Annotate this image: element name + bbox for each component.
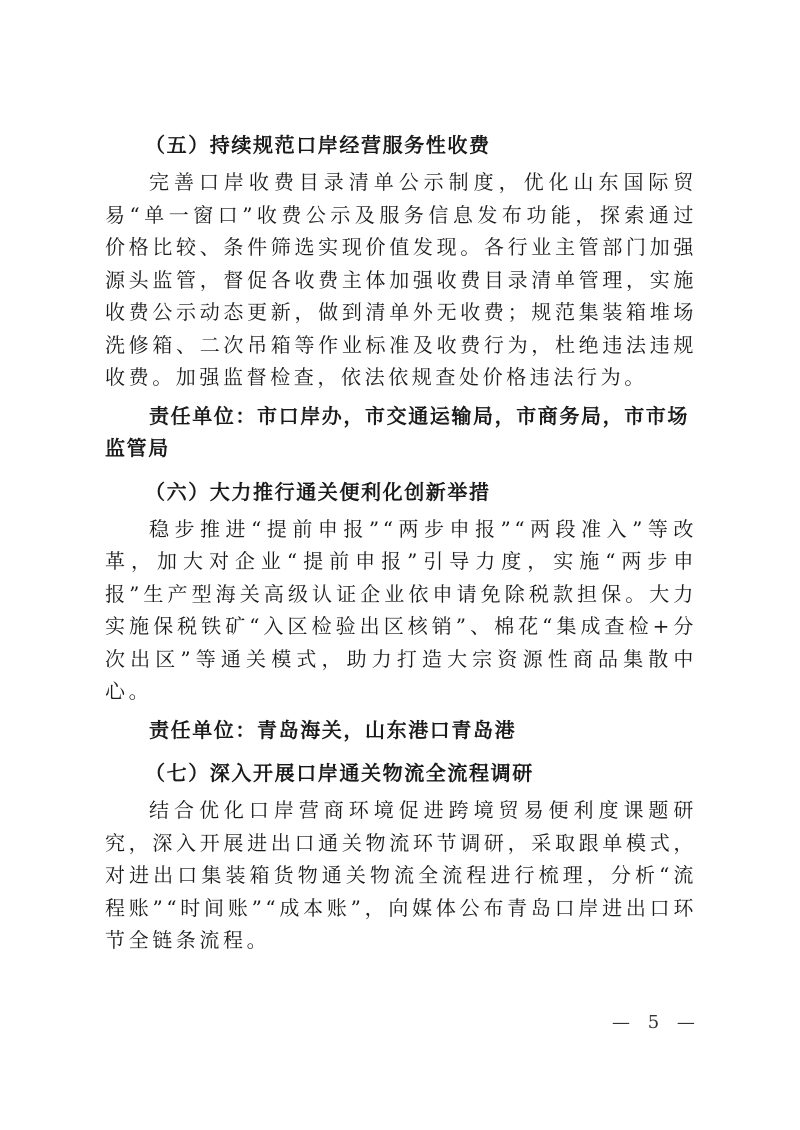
responsibility-label: 责任单位：: [149, 403, 257, 428]
section-6-responsibility: [105, 714, 697, 747]
section-5-paragraph: 完善口岸收费目录清单公示制度，优化山东国际贸易“单一窗口”收费公示及服务信息发布功能，探索通过价格比较、条件筛选实现价值发现。各行业主管部门加强源头监管，督促各收费主体加强收费目录清单管理，实施收费公示动态更新，做到清单外无收费；规范集装箱堆场洗修箱、二次吊箱等作业标准及收费行为，杜绝违法违规收费。加强监督检查，依法依规查处价格违法行为。: [105, 170, 697, 389]
section-5-heading: （五）持续规范口岸经营服务性收费: [145, 133, 491, 157]
section-5-responsibility: [105, 400, 697, 465]
section-6-paragraph: 稳步推进“提前申报”“两步申报”“两段准入”等改革，加大对企业“提前申报”引导力度，实施“两步申报”生产型海关高级认证企业依申请免除税款担保。大力实施保税铁矿“入区检验出区核销”、棉花“集成查检+分次出区”等通关模式，助力打造大宗资源性商品集散中心。: [105, 516, 697, 703]
responsibility-units: 市口岸办，市交通运输局，市商务局，市市场监管局: [105, 403, 689, 460]
section-7-paragraph: 结合优化口岸营商环境促进跨境贸易便利度课题研究，深入开展进出口通关物流环节调研，采取跟单模式，对进出口集装箱货物通关物流全流程进行梳理，分析“流程账”“时间账”“成本账”，向媒体公布青岛口岸进出口环节全链条流程。: [105, 798, 697, 952]
document-body: [105, 118, 697, 961]
responsibility-units: 青岛海关，山东港口青岛港: [257, 717, 517, 742]
responsibility-label: 责任单位：: [149, 717, 257, 742]
page-number: — 5 —: [612, 1012, 701, 1033]
section-6-heading: （六）大力推行通关便利化创新举措: [145, 479, 491, 504]
section-7-heading: （七）深入开展口岸通关物流全流程调研: [145, 761, 534, 785]
